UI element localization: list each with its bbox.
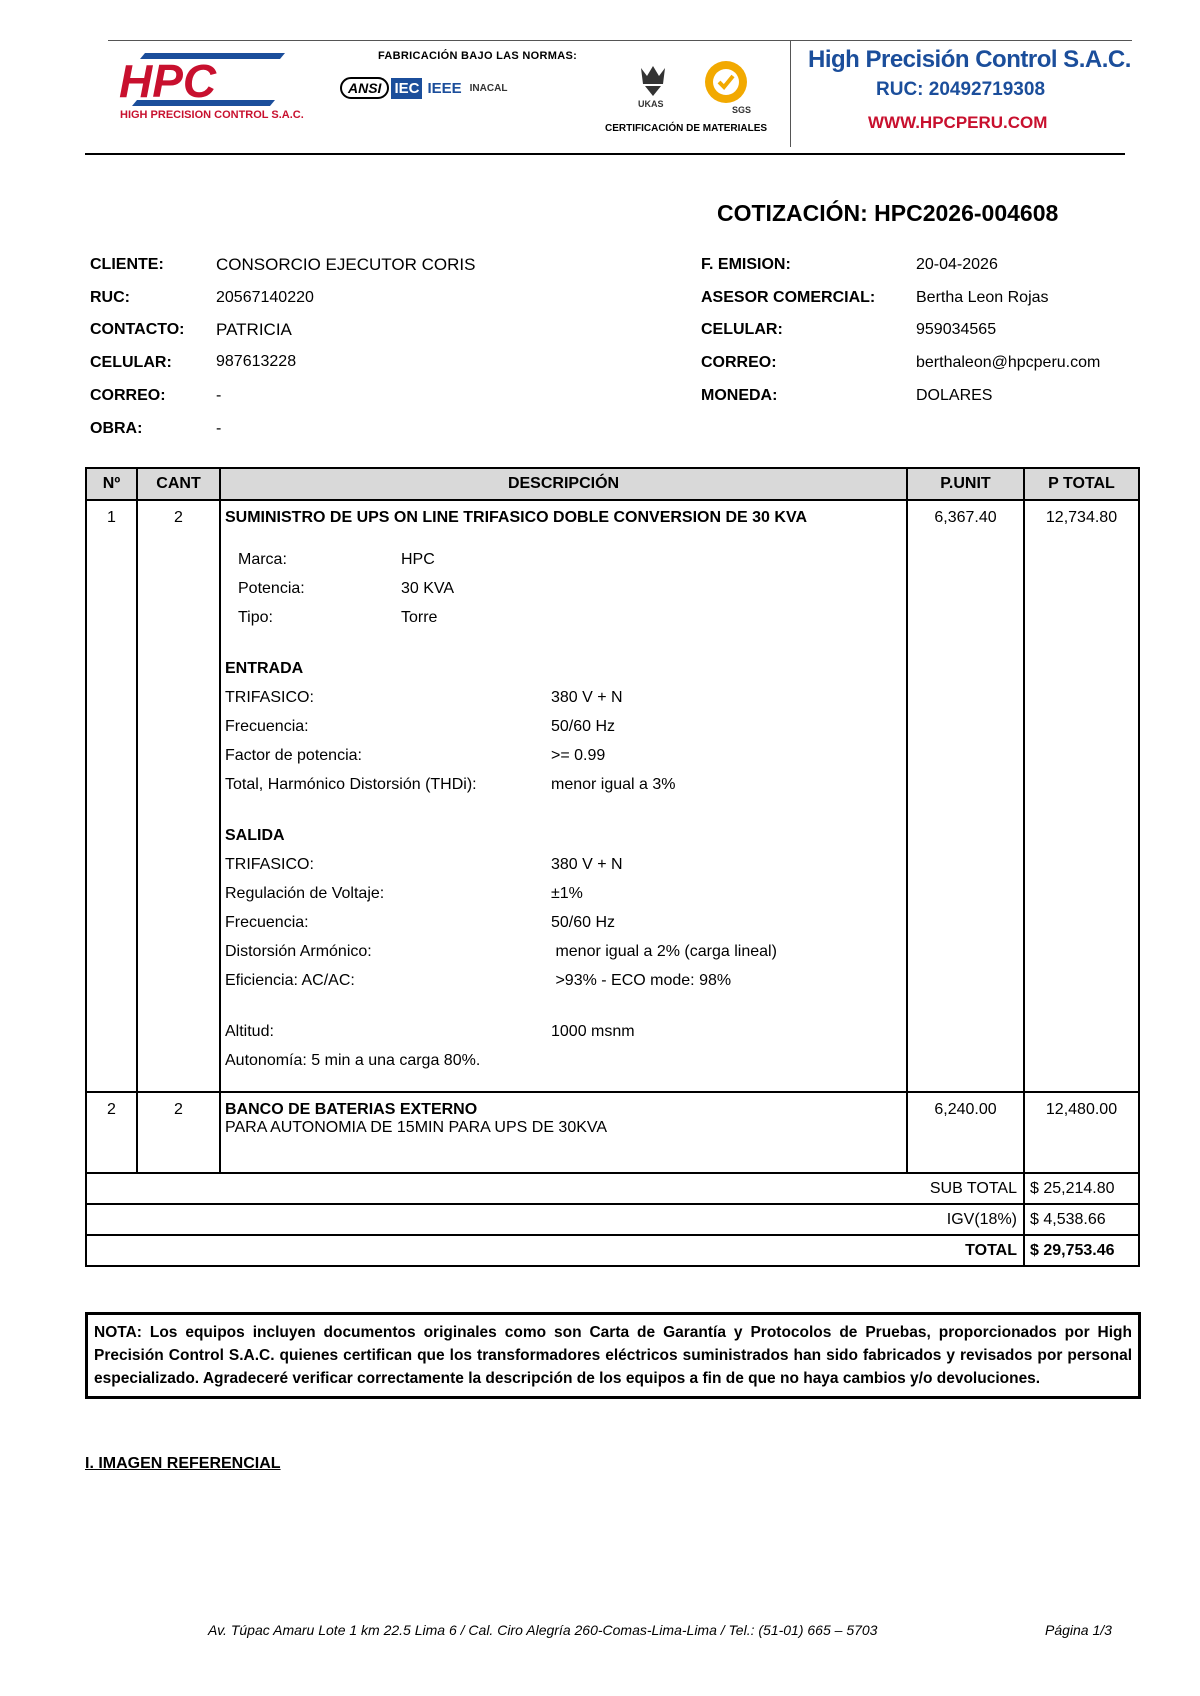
- ruc-label: RUC:: [90, 289, 130, 306]
- total-value: $ 29,753.46: [1024, 1235, 1139, 1266]
- spec-row: TRIFASICO: 380 V + N: [225, 855, 623, 873]
- table-header-row: [86, 468, 1139, 500]
- col-desc: DESCRIPCIÓN: [220, 468, 907, 500]
- section-entrada: ENTRADA: [225, 659, 304, 677]
- correo-label: CORREO:: [90, 387, 166, 404]
- asesor-celular-label: CELULAR:: [701, 321, 783, 338]
- item2-cant: 2: [137, 1092, 220, 1173]
- items-table: [85, 467, 1140, 1267]
- spec-row: Total, Harmónico Distorsión (THDi): menor igual a 3%: [225, 775, 676, 793]
- asesor-correo-label: CORREO:: [701, 354, 777, 371]
- item2-subtitle: PARA AUTONOMIA DE 15MIN PARA UPS DE 30KVA: [225, 1119, 608, 1136]
- table-row: [86, 1092, 1139, 1173]
- logo-subtitle: HIGH PRECISION CONTROL S.A.C.: [120, 109, 304, 121]
- cliente-value: CONSORCIO EJECUTOR CORIS: [216, 255, 476, 274]
- header-top-rule: [108, 40, 1132, 41]
- obra-value: -: [216, 420, 222, 437]
- spec-autonomia: Autonomía: 5 min a una carga 80%.: [225, 1051, 481, 1069]
- contacto-label: CONTACTO:: [90, 321, 185, 338]
- celular-value: 987613228: [216, 353, 297, 370]
- sgs-seal-icon: [698, 58, 754, 114]
- subtotal-value: $ 25,214.80: [1024, 1173, 1139, 1204]
- asesor-label: ASESOR COMERCIAL:: [701, 289, 876, 306]
- item2-ptotal: 12,480.00: [1024, 1092, 1139, 1173]
- spec-row: Altitud: 1000 msnm: [225, 1022, 635, 1040]
- spec-row: Distorsión Armónico: menor igual a 2% (carga lineal): [225, 942, 777, 960]
- obra-label: OBRA:: [90, 420, 143, 437]
- spec-row: Frecuencia: 50/60 Hz: [225, 913, 616, 931]
- company-name: High Precisión Control S.A.C.: [808, 46, 1131, 73]
- header-separator: [790, 40, 791, 147]
- footer-address: Av. Túpac Amaru Lote 1 km 22.5 Lima 6 / Cal. Ciro Alegría 260-Comas-Lima-Lima / Tel.: (51-01) 665 – 5703: [208, 1622, 878, 1638]
- col-cant: CANT: [137, 468, 220, 500]
- quote-title: COTIZACIÓN: HPC2026-004608: [717, 200, 1059, 226]
- spec-row: Frecuencia: 50/60 Hz: [225, 717, 616, 735]
- logo-text: HPC: [119, 55, 217, 107]
- page-number: Página 1/3: [1045, 1622, 1112, 1638]
- igv-row: [86, 1204, 1139, 1235]
- ieee-logo: IEEE: [427, 79, 462, 97]
- section-salida: SALIDA: [225, 826, 285, 844]
- spec-row: TRIFASICO: 380 V + N: [225, 688, 623, 706]
- subtotal-label: SUB TOTAL: [86, 1173, 1024, 1204]
- cert-label: CERTIFICACIÓN DE MATERIALES: [605, 123, 768, 134]
- col-n: Nº: [86, 468, 137, 500]
- emision-value: 20-04-2026: [916, 256, 998, 273]
- table-row: [86, 500, 1139, 1092]
- col-ptotal: P TOTAL: [1024, 468, 1139, 500]
- item2-punit: 6,240.00: [907, 1092, 1024, 1173]
- ruc-value: 20567140220: [216, 289, 314, 306]
- igv-value: $ 4,538.66: [1024, 1204, 1139, 1235]
- iec-logo: IEC: [391, 78, 422, 99]
- item1-cant: 2: [137, 500, 220, 1092]
- company-website[interactable]: WWW.HPCPERU.COM: [868, 113, 1048, 132]
- ansi-logo: ANSI: [340, 77, 389, 99]
- header-bottom-rule: [85, 153, 1125, 155]
- hpc-logo: [115, 50, 315, 135]
- item1-punit: 6,367.40: [907, 500, 1024, 1092]
- moneda-value: DOLARES: [916, 387, 993, 404]
- company-ruc: RUC: 20492719308: [876, 79, 1046, 100]
- asesor-celular-value: 959034565: [916, 321, 997, 338]
- inacal-logo: INACAL: [469, 82, 508, 94]
- celular-label: CELULAR:: [90, 354, 172, 371]
- correo-value: -: [216, 387, 222, 404]
- item1-ptotal: 12,734.80: [1024, 500, 1139, 1092]
- norm-logos: [340, 66, 600, 110]
- svg-text:SGS: SGS: [732, 105, 752, 114]
- item2-n: 2: [86, 1092, 137, 1173]
- norms-title: FABRICACIÓN BAJO LAS NORMAS:: [378, 50, 578, 62]
- spec-row: Tipo: Torre: [238, 608, 438, 626]
- item1-n: 1: [86, 500, 137, 1092]
- section-image-heading: I. IMAGEN REFERENCIAL: [85, 1455, 281, 1472]
- item2-desc: [220, 1092, 907, 1173]
- spec-row: Marca: HPC: [238, 550, 435, 568]
- total-label: TOTAL: [86, 1235, 1024, 1266]
- spec-row: Factor de potencia: >= 0.99: [225, 746, 606, 764]
- emision-label: F. EMISION:: [701, 256, 791, 273]
- item1-title: SUMINISTRO DE UPS ON LINE TRIFASICO DOBLE CONVERSION DE 30 KVA: [225, 509, 807, 526]
- asesor-correo-value[interactable]: berthaleon@hpcperu.com: [916, 354, 1101, 371]
- contacto-value: PATRICIA: [216, 320, 292, 339]
- total-row: [86, 1235, 1139, 1266]
- item2-title: BANCO DE BATERIAS EXTERNO: [225, 1101, 478, 1118]
- svg-text:UKAS: UKAS: [638, 99, 664, 109]
- col-punit: P.UNIT: [907, 468, 1024, 500]
- ukas-crown-icon: [635, 62, 671, 110]
- cliente-label: CLIENTE:: [90, 256, 164, 273]
- subtotal-row: [86, 1173, 1139, 1204]
- asesor-value: Bertha Leon Rojas: [916, 289, 1049, 306]
- spec-row: Regulación de Voltaje: ±1%: [225, 884, 583, 902]
- spec-row: Potencia: 30 KVA: [238, 579, 455, 597]
- spec-row: Eficiencia: AC/AC: >93% - ECO mode: 98%: [225, 971, 732, 989]
- item1-desc: [220, 500, 907, 1092]
- note-box: NOTA: Los equipos incluyen documentos originales como son Carta de Garantía y Protocolos de Pruebas, proporcionados por High Precisión Control S.A.C. quienes certifican que los transformadores eléctricos suministrados han sido fabricados y revisados por personal especializado. Agradeceré verificar correctamente la descripción de los equipos a fin de que no haya cambios y/o devoluciones.: [85, 1312, 1141, 1399]
- moneda-label: MONEDA:: [701, 387, 778, 404]
- igv-label: IGV(18%): [86, 1204, 1024, 1235]
